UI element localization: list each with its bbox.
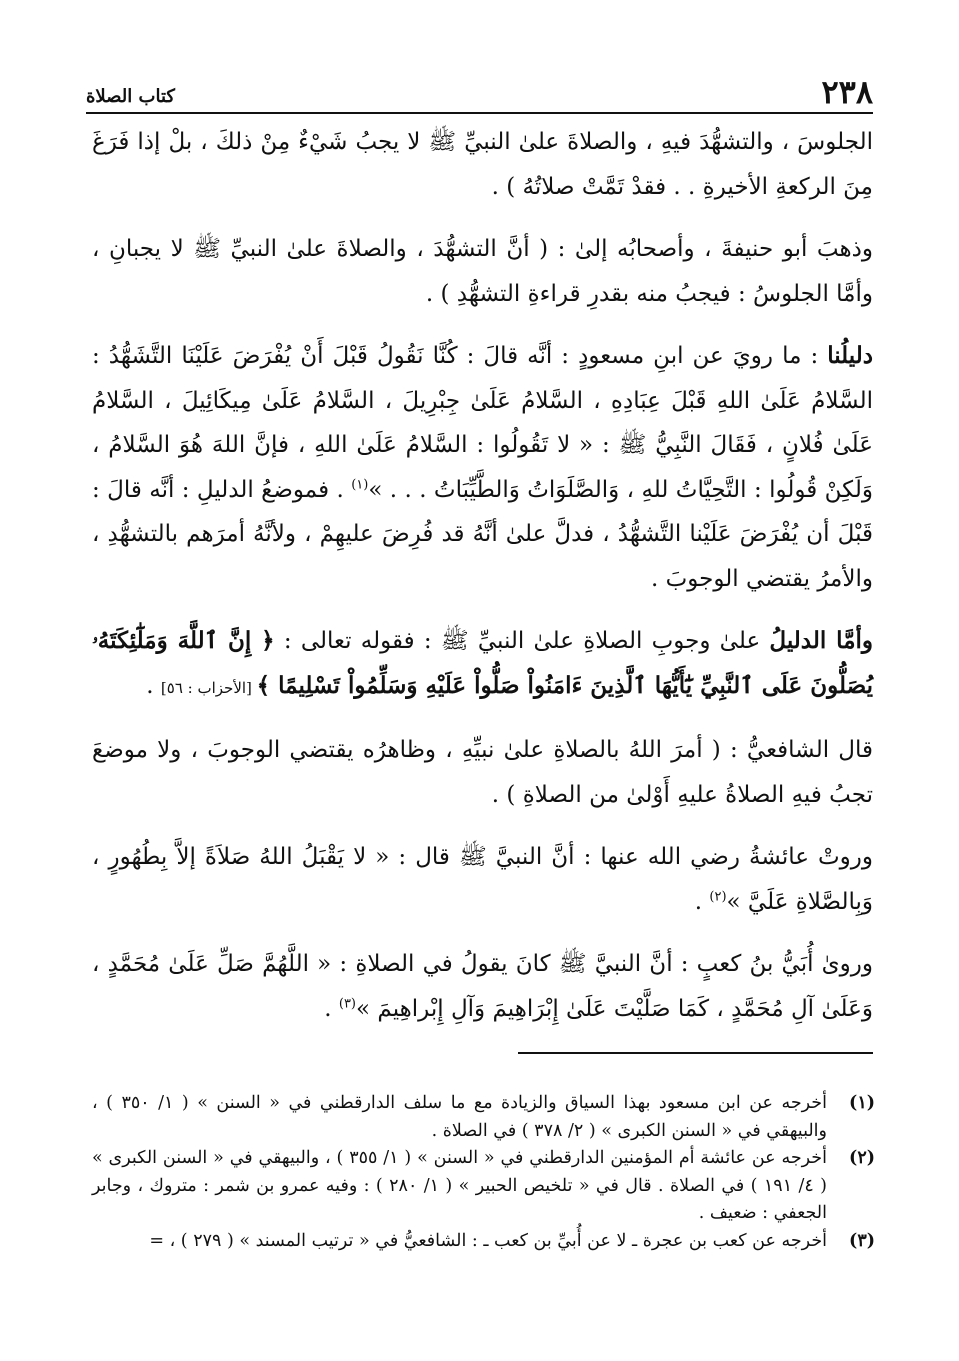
paragraph-6 [92, 835, 873, 924]
footnote-text: أخرجه عن عائشة أم المؤمنين الدارقطني في « السنن » ( ١/ ٣٥٥ ) ، والبيهقي في « السنن الكبرى » ( ٤/ ١٩١ ) في الصلاة . قال في « تلخيص الحبير » ( ١/ ٢٨٠ ) : وفيه عمرو بن شمر : متروك ، وجابر الجعفي : ضعيف . [92, 1148, 827, 1223]
footnote-marker: (٣) [338, 995, 356, 1011]
footnote-number: (١) [849, 1093, 875, 1113]
paragraph-text: وروتْ عائشةُ رضي الله عنها : أنَّ النبيَّ ﷺ قال : « لا يَقْبَلُ اللهُ صَلاَةً إلاَّ بِطُهُورٍ ، وَبِالصَّلاةِ عَلَيَّ » [92, 844, 873, 915]
paragraph-text-after: . [146, 672, 161, 699]
footnote-number: (٢) [849, 1148, 875, 1168]
paragraph-2 [92, 227, 873, 316]
footnote-number: (٣) [849, 1230, 875, 1251]
footnote-marker: (٢) [709, 888, 727, 904]
paragraph-text: وذهبَ أبو حنيفةَ ، وأصحابُه إلىٰ : ( أنَّ التشهُّدَ ، والصلاةَ علىٰ النبيِّ ﷺ لا يجبانِ ، وأمَّا الجلوسُ : فيجبُ منه بقدرِ قراءةِ التشهُّدِ ) . [92, 236, 873, 307]
footnote-2 [92, 1145, 875, 1228]
page-number: ٢٣٨ [821, 73, 873, 111]
footnote-marker: (١) [351, 476, 369, 492]
paragraph-text-after: . [694, 888, 710, 915]
footnote-text: أخرجه عن ابن مسعود بهذا السياق والزيادة مع ما سلف الدارقطني في « السنن » ( ١/ ٣٥٠ ) ، والبيهقي في « السنن الكبرى » ( ٢/ ٣٧٨ ) في الصلاة . [92, 1093, 827, 1141]
page-header [86, 70, 873, 114]
paragraph-text: : ما رويَ عن ابنِ مسعودٍ : أنَّه قالَ : كُنَّا نَقُولُ قَبْلَ أَنْ يُفْرَضَ عَلَيْنَا التَّشَهُّدُ : السَّلامُ عَلَىٰ اللهِ قَبْلَ عِبَادِهِ ، السَّلامُ عَلَىٰ جِبْرِيلَ ، السَّلامُ عَلَىٰ مِيكَائِيلَ ، السَّلامُ عَلَىٰ فُلانٍ ، فَقَالَ النَّبِيُّ ﷺ : « لا تَقُولُوا : السَّلامُ عَلَىٰ اللهِ ، فإنَّ اللهَ هُوَ السَّلامُ ، وَلَكِنْ قُولُوا : التَّحِيَّاتُ للهِ ، وَالصَّلَوَاتُ وَالطَّيِّبَاتُ . . . » [92, 343, 873, 503]
paragraph-text: قال الشافعيُّ : ( أمرَ اللهُ بالصلاةِ علىٰ نبيِّهِ ، وظاهرُه يقتضي الوجوبَ ، ولا موضعَ تجبُ فيهِ الصلاةُ عليهِ أَوْلىٰ من الصلاةِ ) . [92, 737, 873, 808]
running-title: كتاب الصلاة [86, 86, 175, 107]
paragraph-4 [92, 619, 873, 710]
footnote-text: أخرجه عن كعب بن عجرة ـ لا عن أُبيِّ بن كعب ـ : الشافعيُّ في « ترتيب المسند » ( ٢٧٩ ) ، = [149, 1230, 827, 1251]
paragraph-text: الجلوسَ ، والتشهُّدَ فيهِ ، والصلاةَ علىٰ النبيِّ ﷺ لا يجبُ شَيْءٌ مِنْ ذلكَ ، بلْ إذا فَرَغَ مِنَ الركعةِ الأخيرةِ . . فقدْ تَمَّتْ صلاتُهُ ) . [92, 129, 873, 200]
footnote-3 [92, 1228, 875, 1256]
footnote-1 [92, 1090, 875, 1145]
footnotes [92, 1090, 875, 1255]
paragraph-text-after: . [324, 995, 339, 1022]
main-text [92, 120, 873, 1049]
paragraph-5 [92, 728, 873, 817]
footnote-divider [518, 1052, 873, 1054]
paragraph-1 [92, 120, 873, 209]
paragraph-lead: دليلُنا [827, 342, 873, 369]
quran-verse: ﴿ إِنَّ ٱللَّهَ وَمَلَٰٓئِكَتَهُۥ يُصَلُّونَ عَلَى ٱلنَّبِيِّ يَٰٓأَيُّهَا ٱلَّذِينَ ءَامَنُواْ صَلُّواْ عَلَيْهِ وَسَلِّمُواْ تَسْلِيمًا ﴾ [92, 627, 873, 699]
paragraph-text-after: . فموضعُ الدليلِ : أنَّه قالَ : قَبْلَ أن يُفْرَضَ عَلَيْنا التَّشهُّدُ ، فدلَّ علىٰ أنَّهُ قد فُرِضَ عليهِمْ ، ولأنَّهُ أمرَهم بالتشهُّدِ ، والأمرُ يقتضي الوجوبَ . [92, 476, 873, 592]
verse-reference: [الأحزاب : ٥٦] [160, 678, 257, 697]
paragraph-lead: وأمَّا الدليلُ [769, 627, 874, 654]
paragraph-7 [92, 942, 873, 1031]
paragraph-text: علىٰ وجوبِ الصلاةِ علىٰ النبيِّ ﷺ : فقوله تعالى : [274, 628, 770, 654]
paragraph-3 [92, 334, 873, 601]
paragraph-text: وروىٰ أُبَيُّ بنُ كعبٍ : أنَّ النبيَّ ﷺ كانَ يقولُ في الصلاةِ : « اللَّهُمَّ صَلِّ عَلَىٰ مُحَمَّدٍ ، وَعَلَىٰ آلِ مُحَمَّدٍ ، كَمَا صَلَّيْتَ عَلَىٰ إِبْرَاهِيمَ وَآلِ إِبْراهِيمَ » [92, 951, 873, 1022]
